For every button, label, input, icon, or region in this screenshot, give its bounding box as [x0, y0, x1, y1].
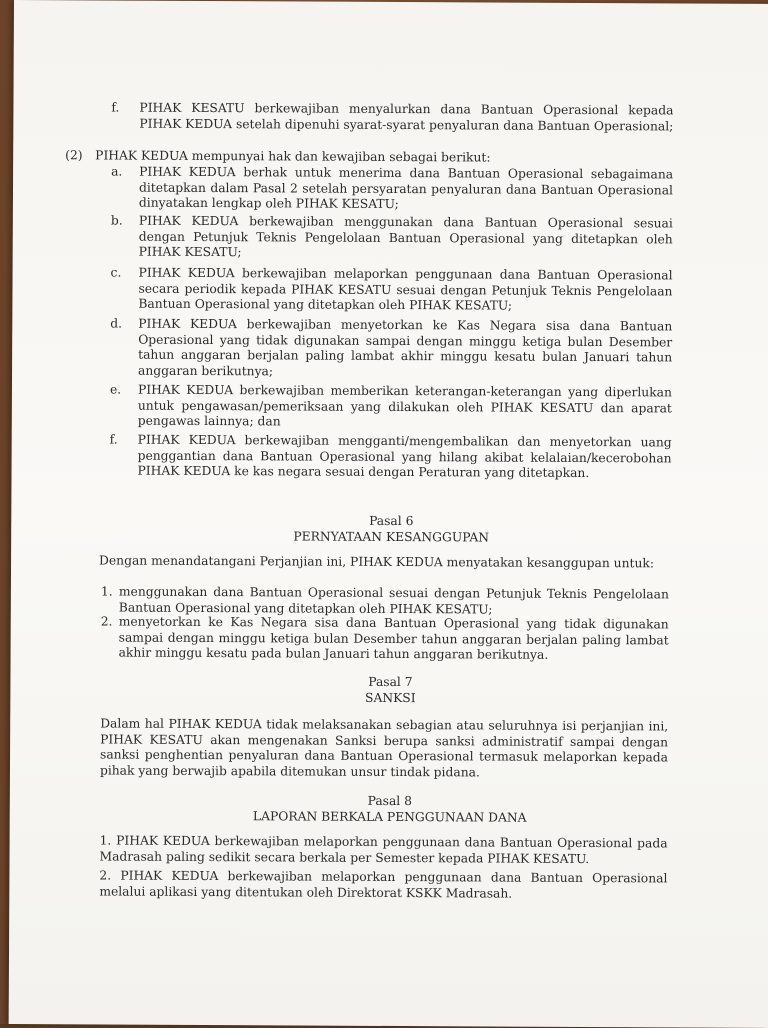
list-item-f-pihak-kedua — [109, 432, 672, 482]
list-text: menggunakan dana Bantuan Operasional sesuai dengan Petunjuk Teknis Pengelolaan Bantuan Operasional yang ditetapkan oleh PIHAK KESATU; — [118, 584, 669, 617]
page-content — [9, 0, 768, 1028]
list-marker: a. — [111, 164, 123, 179]
list-text: PIHAK KEDUA berkewajiban melaporkan penggunaan dana Bantuan Operasional secara periodik kepada PIHAK KESATU sesuai dengan Petunjuk Teknis Pengelolaan Bantuan Operasional yang ditetapkan oleh PIHAK KESATU; — [138, 265, 673, 313]
list-item-f-pihak-kesatu — [111, 100, 674, 135]
list-item-c — [110, 265, 673, 315]
clause-marker: (2) — [65, 148, 83, 163]
pasal-7-body: Dalam hal PIHAK KEDUA tidak melaksanakan sebagian atau seluruhnya isi perjanjian ini, PIHAK KESATU akan mengenakan Sanksi berupa sanksi administratif sampai dengan sanksi penghentian penyaluran dana Bantuan Operasional termasuk melaporkan kepada pihak yang berwajib apabila ditemukan unsur tindak pidana. — [99, 716, 669, 779]
pasal-6-intro: Dengan menandatangani Perjanjian ini, PIHAK KEDUA menyatakan kesanggupan untuk: — [99, 553, 655, 571]
list-marker: 2. — [100, 614, 113, 629]
clause-text: PIHAK KEDUA mempunyai hak dan kewajiban sebagai berikut: — [95, 148, 491, 165]
list-marker: b. — [110, 213, 123, 228]
list-marker: d. — [110, 316, 123, 331]
document-page — [9, 0, 768, 1028]
list-text: PIHAK KESATU berkewajiban menyalurkan dana Bantuan Operasional kepada PIHAK KEDUA setelah dipenuhi syarat-syarat penyaluran dana Bantuan Operasional; — [139, 100, 674, 133]
pasal-8-item-1: 1. PIHAK KEDUA berkewajiban melaporkan penggunaan dana Bantuan Operasional pada Madrasah paling sedikit secara berkala per Semester kepada PIHAK KESATU. — [99, 833, 668, 866]
pasal-6-number: Pasal 6 — [369, 513, 414, 529]
list-text: PIHAK KEDUA berhak untuk menerima dana Bantuan Operasional sebagaimana ditetapkan dalam Pasal 2 setelah persyaratan penyaluran dana Bantuan Operasional dinyatakan lengkap oleh PIHAK KESATU; — [138, 164, 674, 212]
pasal-7-number: Pasal 7 — [368, 674, 413, 690]
list-marker: f. — [111, 100, 120, 115]
list-item-d — [110, 316, 673, 382]
list-text: PIHAK KEDUA berkewajiban menggunakan dana Bantuan Operasional sesuai dengan Petunjuk Teknis Pengelolaan Bantuan Operasional yang ditetapkan oleh PIHAK KESATU; — [138, 213, 673, 260]
pasal-8-number: Pasal 8 — [367, 793, 413, 809]
list-marker: f. — [109, 432, 118, 447]
list-text: PIHAK KEDUA berkewajiban menyetorkan ke Kas Negara sisa dana Bantuan Operasional yang tidak digunakan sampai dengan minggu ketiga bulan Desember tahun anggaran berjalan paling lambat akhir minggu kesatu bulan Januari tahun anggaran berikutnya; — [138, 316, 673, 378]
list-text: PIHAK KEDUA berkewajiban memberikan keterangan-keterangan yang diperlukan untuk pengawasan/pemeriksaan yang dilakukan oleh PIHAK KESATU dan aparat pengawas lainnya; dan — [137, 382, 672, 429]
list-marker: c. — [110, 265, 122, 280]
pasal-6-item-1 — [100, 584, 669, 619]
list-item-b — [110, 213, 673, 263]
list-item-e — [109, 382, 672, 432]
list-marker: e. — [109, 382, 122, 397]
list-item-a — [111, 164, 674, 214]
list-marker: 1. — [100, 584, 113, 599]
list-text: PIHAK KEDUA berkewajiban mengganti/mengembalikan dan menyetorkan uang penggantian dana Bantuan Operasional yang hilang akibat kelalaian/kecerobohan PIHAK KEDUA ke kas negara sesuai dengan Peraturan yang ditetapkan. — [137, 432, 672, 481]
pasal-8-title: LAPORAN BERKALA PENGGUNAAN DANA — [252, 809, 527, 825]
pasal-7-title: SANKSI — [365, 690, 416, 706]
pasal-6-title: PERNYATAAN KESANGGUPAN — [293, 529, 490, 545]
pasal-8-item-2: 2. PIHAK KEDUA berkewajiban melaporkan penggunaan dana Bantuan Operasional melalui aplikasi yang ditentukan oleh Direktorat KSKK Madrasah. — [99, 868, 668, 901]
pasal-6-item-2 — [100, 614, 669, 664]
list-text: menyetorkan ke Kas Negara sisa dana Bantuan Operasional yang tidak digunakan sampai dengan minggu ketiga bulan Desember tahun anggaran berjalan paling lambat akhir minggu kesatu pada bulan Januari tahun anggaran berikutnya. — [118, 614, 669, 662]
